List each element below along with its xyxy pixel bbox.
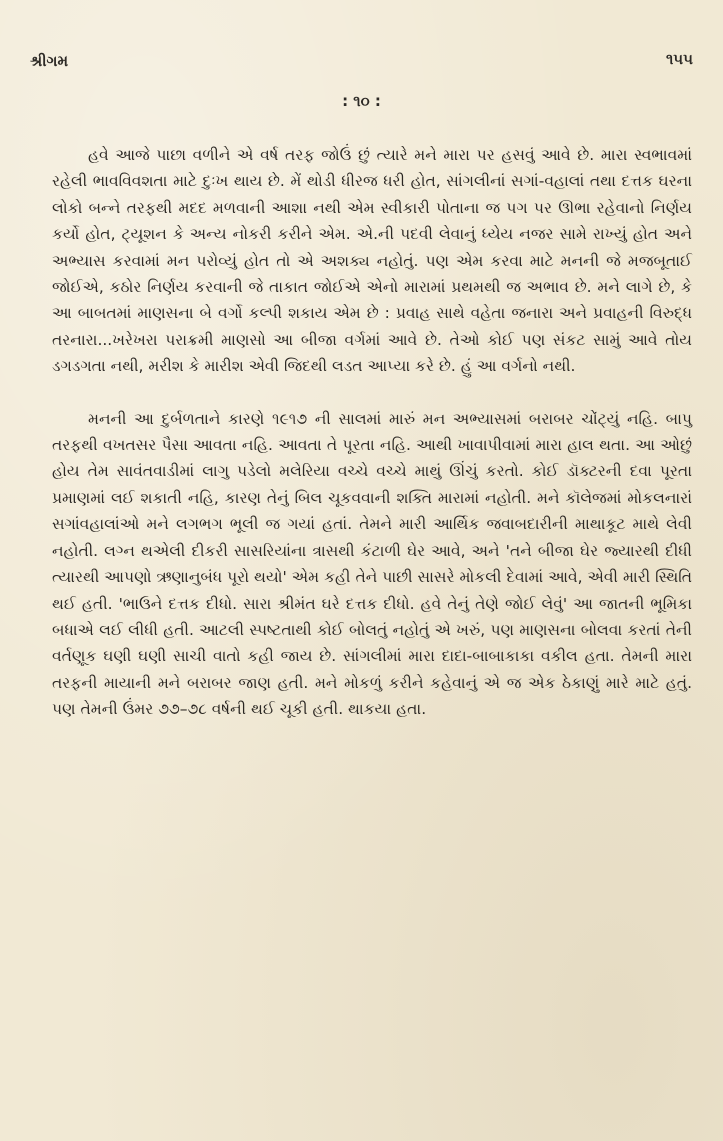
body-text — [52, 142, 692, 723]
running-head: શ્રીગમ — [30, 52, 69, 70]
page-number: ૧૫૫ — [665, 50, 693, 68]
paragraph: મનની આ દુર્બળતાને કારણે ૧૯૧૭ ની સાલમાં મારું મન અભ્યાસમાં બરાબર ચોંટ્યું નહિ. બાપુ તરફથી વખતસર પૈસા આવતા નહિ. આવતા તે પૂરતા નહિ. આથી ખાવાપીવામાં મારા હાલ થતા. આ ઓછું હોય તેમ સાવંતવાડીમાં લાગુ પડેલો મલેરિયા વચ્ચે વચ્ચે માથું ઊંચું કરતો. કોઈ ડૉક્ટરની દવા પૂરતા પ્રમાણમાં લઈ શકાતી નહિ, કારણ તેનું બિલ ચૂકવવાની શક્તિ મારામાં નહોતી. મને કૉલેજમાં મોકલનારાં સગાંવહાલાંઓ મને લગભગ ભૂલી જ ગયાં હતાં. તેમને મારી આર્થિક જવાબદારીની માથાકૂટ માથે લેવી નહોતી. લગ્ન થએલી દીકરી સાસરિયાંના ત્રાસથી કંટાળી ઘેર આવે, અને 'તને બીજા ઘેર જ્યારથી દીધી ત્યારથી આપણો ઋણાનુબંધ પૂરો થયો' એમ કહી તેને પાછી સાસરે મોકલી દેવામાં આવે, એવી મારી સ્થિતિ થઈ હતી. 'ભાઉને દત્તક દીધો. સારા શ્રીમંત ઘરે દત્તક દીધો. હવે તેનું તેણે જોઈ લેવું' આ જાતની ભૂમિકા બધાએ લઈ લીધી હતી. આટલી સ્પષ્ટતાથી કોઈ બોલતું નહોતું એ ખરું, પણ માણસના બોલવા કરતાં તેની વર્તણૂક ઘણી ઘણી સાચી વાતો કહી જાય છે. સાંગલીમાં મારા દાદા-બાબાકાકા વકીલ હતા. તેમની મારા તરફની માયાની મને બરાબર જાણ હતી. મને મોકળું કરીને કહેવાનું એ જ એક ઠેકાણું મારે માટે હતું. પણ તેમની ઉંમર ૭૭–૭૮ વર્ષની થઈ ચૂકી હતી. થાકયા હતા. — [52, 409, 692, 719]
chapter-number: : ૧૦ : — [342, 92, 381, 110]
paragraph: હવે આજે પાછા વળીને એ વર્ષ તરફ જોઉં છું ત્યારે મને મારા પર હસવું આવે છે. મારા સ્વભાવમાં રહેલી ભાવવિવશતા માટે દુઃખ થાય છે. મેં થોડી ધીરજ ધરી હોત, સાંગલીનાં સગાં-વહાલાં તથા દત્તક ઘરના લોકો બન્ને તરફથી મદદ મળવાની આશા નથી એમ સ્વીકારી પોતાના જ પગ પર ઊભા રહેવાનો નિર્ણય કર્યો હોત, ટ્યૂશન કે અન્ય નોકરી કરીને એમ. એ.ની પદવી લેવાનું ધ્યેય નજર સામે રાખ્યું હોત અને અભ્યાસ કરવામાં મન પરોવ્યું હોત તો એ અશક્ય નહોતું. પણ એમ કરવા માટે મનની જે મજબૂતાઈ જોઈએ, કઠોર નિર્ણય કરવાની જે તાકાત જોઈએ એનો મારામાં પ્રથમથી જ અભાવ છે. મને લાગે છે, કે આ બાબતમાં માણસના બે વર્ગો કલ્પી શકાય એમ છે : પ્રવાહ સાથે વહેતા જનારા અને પ્રવાહની વિરુદ્ધ તરનારા...ખરેખરા પરાક્રમી માણસો આ બીજા વર્ગમાં આવે છે. તેઓ કોઈ પણ સંકટ સામું આવે તોય ડગડગતા નથી, મરીશ કે મારીશ એવી જિદથી લડત આપ્યા કરે છે. હું આ વર્ગનો નથી. — [52, 146, 692, 376]
